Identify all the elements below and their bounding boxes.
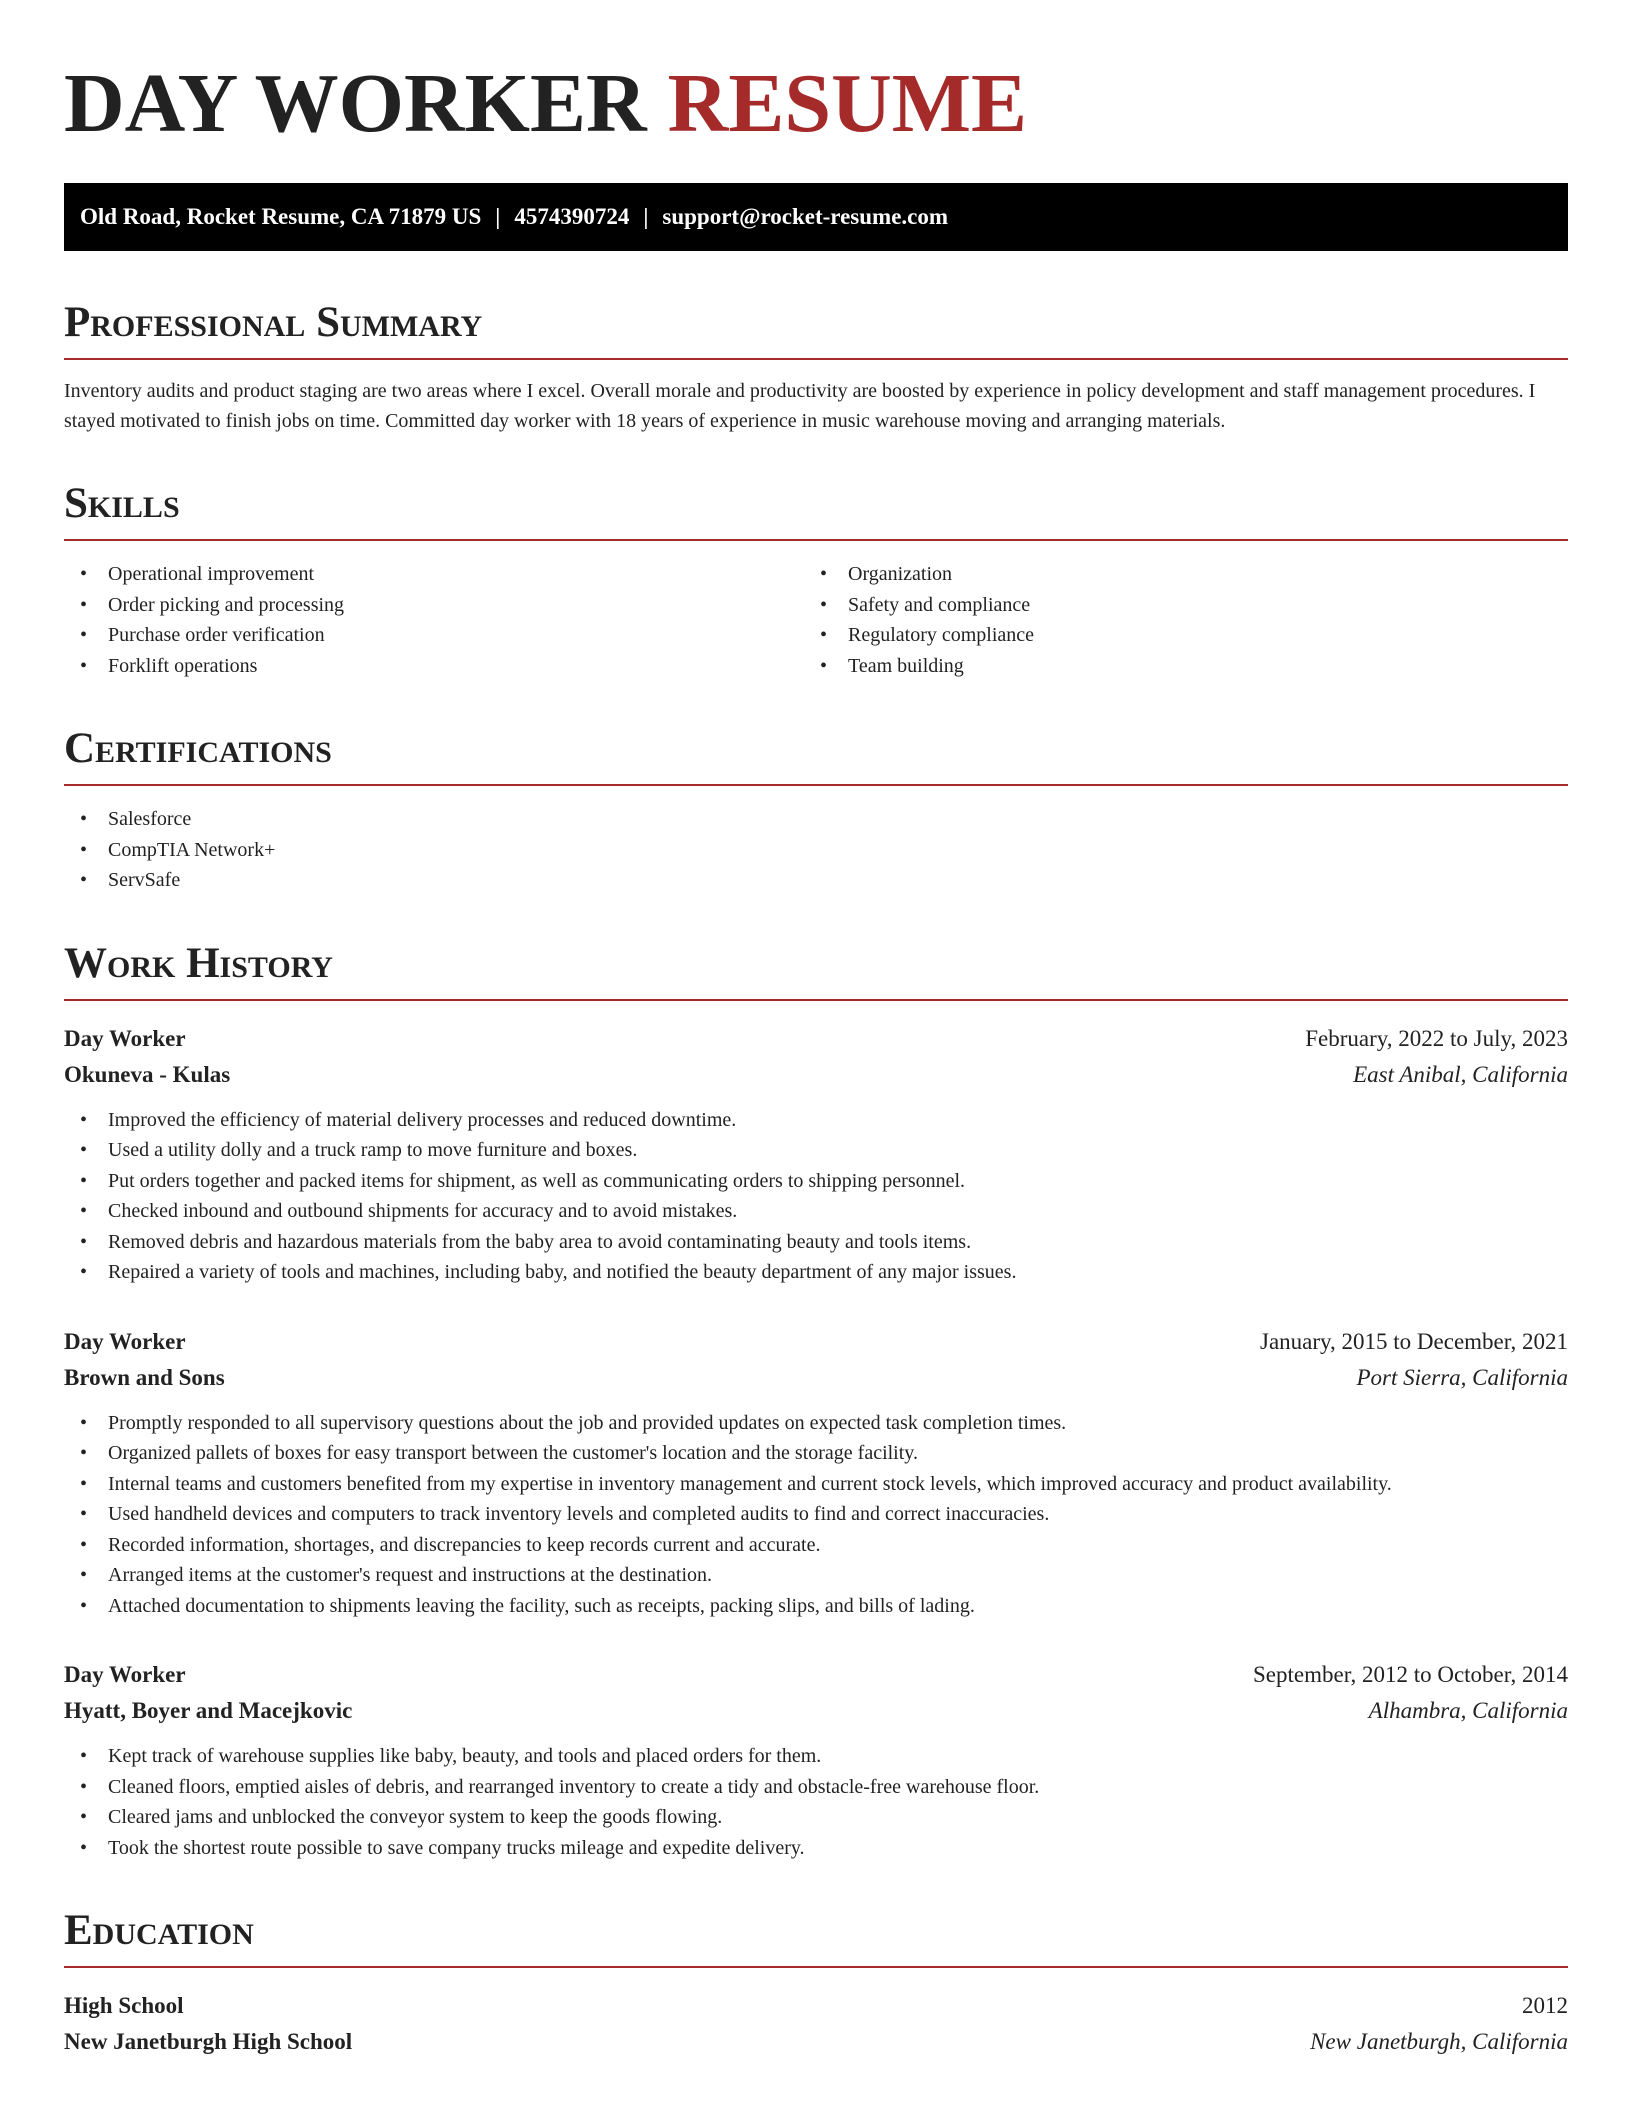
job-entry [64,1324,1568,1622]
job-title: Day Worker [64,1328,186,1354]
skill-item: • Forklift operations [64,651,804,682]
job-bullet: • Used a utility dolly and a truck ramp to move furniture and boxes. [64,1135,1568,1166]
certification-item: • CompTIA Network+ [64,835,1568,866]
contact-separator: | [643,204,649,229]
education-header-row [64,1988,1568,2024]
skills-list-right [804,559,1544,681]
job-bullet: • Used handheld devices and computers to track inventory levels and completed audits to find and correct inaccuracies. [64,1499,1568,1530]
education-school: New Janetburgh High School [64,2029,353,2054]
job-bullet: • Recorded information, shortages, and discrepancies to keep records current and accurate. [64,1530,1568,1561]
work-history-heading: Work History [64,938,1568,1001]
contact-email: support@rocket-resume.com [662,204,949,229]
job-bullet: • Arranged items at the customer's request and instructions at the destination. [64,1560,1568,1591]
title-accent: RESUME [667,57,1028,150]
job-company-row [64,1360,1568,1396]
summary-text: Inventory audits and product staging are two areas where I excel. Overall morale and productivity are boosted by experience in policy development and staff management procedures. I stayed motivated to finish jobs on time. Committed day worker with 18 years of experience in music warehouse moving and arranging materials. [64,380,1536,432]
skill-item: • Regulatory compliance [804,620,1544,651]
education-degree: High School [64,1993,184,2018]
education-year: 2012 [1522,1993,1568,2018]
work-history-section [64,938,1568,1864]
job-bullet: • Cleaned floors, emptied aisles of debris, and rearranged inventory to create a tidy and obstacle-free warehouse floor. [64,1772,1568,1803]
job-bullet: • Attached documentation to shipments leaving the facility, such as receipts, packing slips, and bills of lading. [64,1591,1568,1622]
job-company-row [64,1693,1568,1729]
summary-section [64,297,1568,436]
skills-grid [64,559,1568,681]
job-header-row [64,1657,1568,1693]
job-company: Okuneva - Kulas [64,1061,231,1087]
education-section [64,1905,1568,2060]
skills-heading: Skills [64,478,1568,541]
job-company-row [64,1057,1568,1093]
job-location: East Anibal, California [1353,1061,1568,1087]
job-dates: January, 2015 to December, 2021 [1260,1328,1568,1354]
job-dates: February, 2022 to July, 2023 [1305,1025,1568,1051]
job-dates: September, 2012 to October, 2014 [1253,1662,1568,1687]
education-location: New Janetburgh, California [1310,2029,1568,2054]
certifications-heading: Certifications [64,723,1568,786]
job-bullet: • Kept track of warehouse supplies like baby, beauty, and tools and placed orders for them. [64,1741,1568,1772]
job-location: Port Sierra, California [1356,1364,1568,1390]
job-bullet: • Improved the efficiency of material delivery processes and reduced downtime. [64,1105,1568,1136]
skills-section [64,478,1568,681]
certification-item: • ServSafe [64,865,1568,896]
job-bullet: • Repaired a variety of tools and machines, including baby, and notified the beauty department of any major issues. [64,1257,1568,1288]
skill-item: • Organization [804,559,1544,590]
certifications-list [64,804,1568,896]
job-bullet: • Organized pallets of boxes for easy transport between the customer's location and the storage facility. [64,1438,1568,1469]
education-heading: Education [64,1905,1568,1968]
job-entry [64,1657,1568,1863]
job-company: Brown and Sons [64,1364,225,1390]
job-title: Day Worker [64,1662,186,1687]
job-bullets [64,1105,1568,1288]
education-school-row [64,2024,1568,2060]
contact-address: Old Road, Rocket Resume, CA 71879 US [80,204,482,229]
job-header-row [64,1324,1568,1360]
education-entry [64,1988,1568,2060]
job-bullet: • Put orders together and packed items for shipment, as well as communicating orders to shipping personnel. [64,1166,1568,1197]
contact-separator: | [495,204,501,229]
job-company: Hyatt, Boyer and Macejkovic [64,1698,353,1723]
summary-heading: Professional Summary [64,297,1568,360]
job-bullets [64,1741,1568,1863]
contact-bar [64,183,1568,251]
skill-item: • Operational improvement [64,559,804,590]
certification-item: • Salesforce [64,804,1568,835]
skill-item: • Order picking and processing [64,590,804,621]
job-bullet: • Cleared jams and unblocked the conveyor system to keep the goods flowing. [64,1802,1568,1833]
job-bullet: • Removed debris and hazardous materials from the baby area to avoid contaminating beauty and tools items. [64,1227,1568,1258]
skill-item: • Safety and compliance [804,590,1544,621]
skill-item: • Purchase order verification [64,620,804,651]
job-bullet: • Internal teams and customers benefited from my expertise in inventory management and current stock levels, which improved accuracy and product availability. [64,1469,1568,1500]
job-entry [64,1021,1568,1288]
skills-list-left [64,559,804,681]
job-header-row [64,1021,1568,1057]
job-bullet: • Promptly responded to all supervisory questions about the job and provided updates on expected task completion times. [64,1408,1568,1439]
resume-title [64,0,1568,150]
job-location: Alhambra, California [1368,1698,1568,1723]
job-bullet: • Took the shortest route possible to save company trucks mileage and expedite delivery. [64,1833,1568,1864]
job-title: Day Worker [64,1025,186,1051]
skill-item: • Team building [804,651,1544,682]
title-main: DAY WORKER [64,57,647,150]
certifications-section [64,723,1568,896]
job-bullet: • Checked inbound and outbound shipments for accuracy and to avoid mistakes. [64,1196,1568,1227]
job-bullets [64,1408,1568,1622]
contact-phone: 4574390724 [514,204,630,229]
